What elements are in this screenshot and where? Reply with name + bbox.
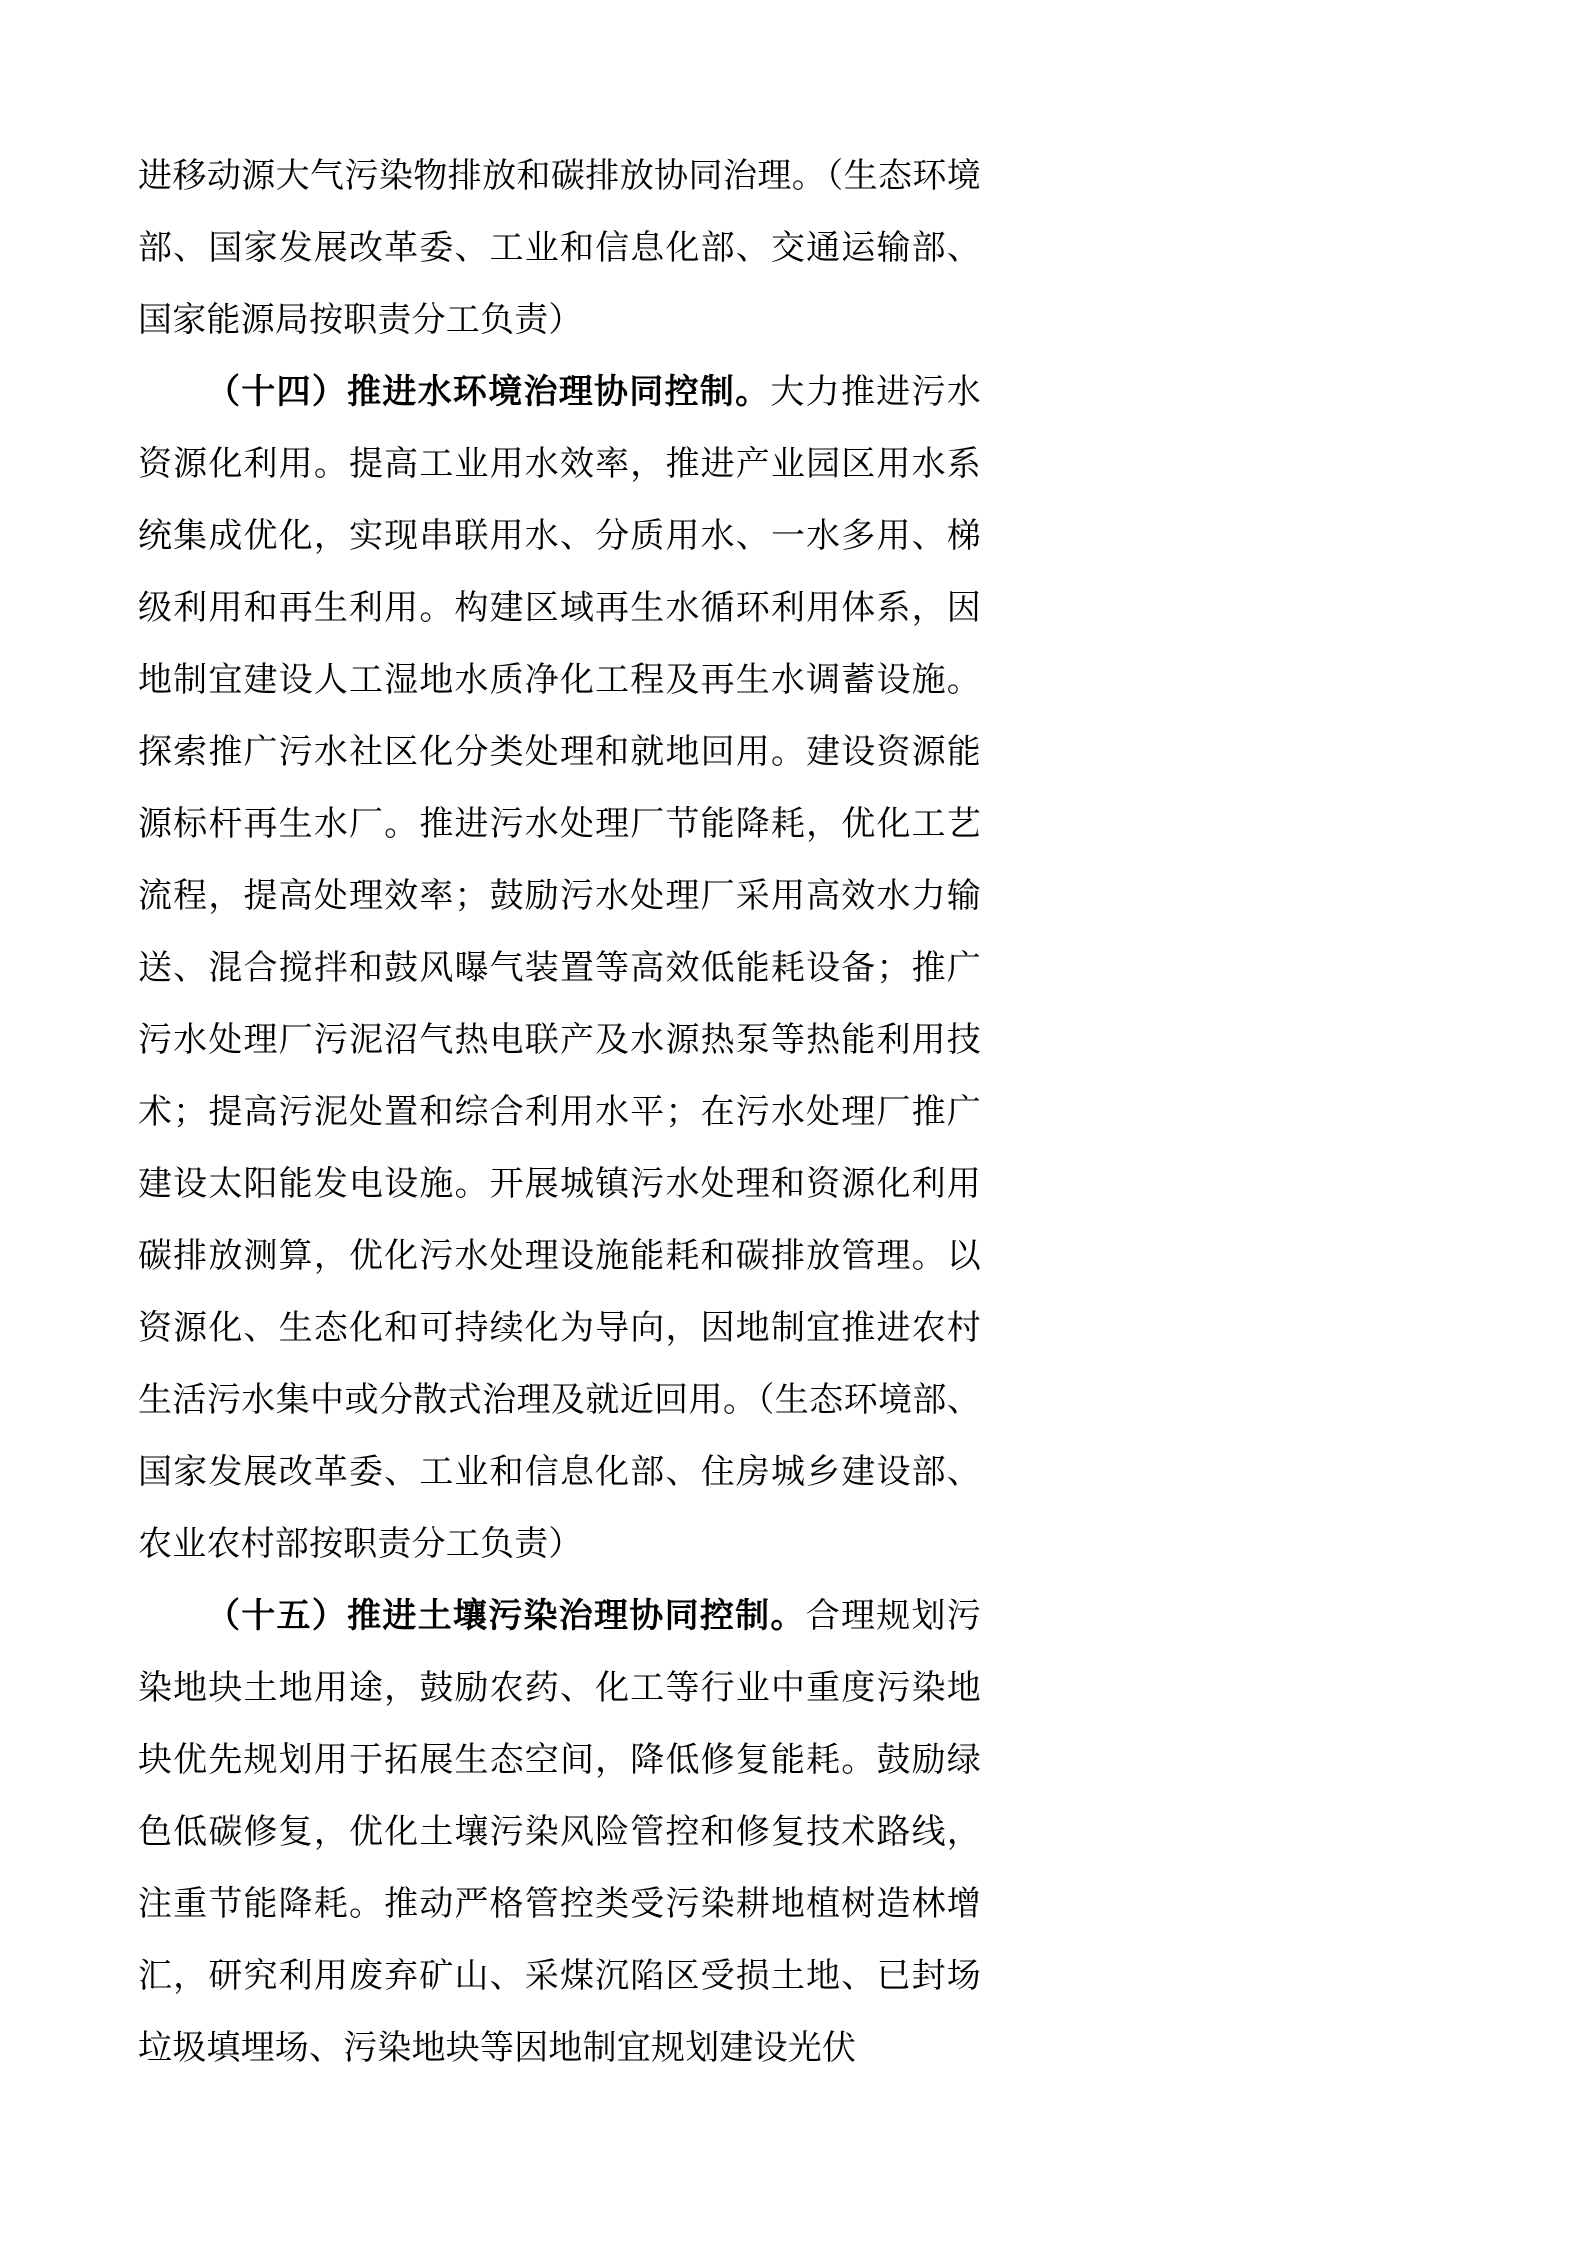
page-content (138, 140, 981, 2084)
section-heading-15: （十五）推进土壤污染治理协同控制。 (206, 1597, 806, 1635)
paragraph-continuation (138, 140, 981, 356)
paragraph-body: 大力推进污水资源化利用。提高工业用水效率，推进产业园区用水系统集成优化，实现串联用水、分质用水、一水多用、梯级利用和再生利用。构建区域再生水循环利用体系，因地制宜建设人工湿地水质净化工程及再生水调蓄设施。探索推广污水社区化分类处理和就地回用。建设资源能源标杆再生水厂。推进污水处理厂节能降耗，优化工艺流程，提高处理效率；鼓励污水处理厂采用高效水力输送、混合搅拌和鼓风曝气装置等高效低能耗设备；推广污水处理厂污泥沼气热电联产及水源热泵等热能利用技术；提高污泥处置和综合利用水平；在污水处理厂推广建设太阳能发电设施。开展城镇污水处理和资源化利用碳排放测算，优化污水处理设施能耗和碳排放管理。以资源化、生态化和可持续化为导向，因地制宜推进农村生活污水集中或分散式治理及就近回用。（生态环境部、国家发展改革委、工业和信息化部、住房城乡建设部、农业农村部按职责分工负责） (138, 373, 982, 1563)
paragraph-section-15 (138, 1580, 981, 2084)
paragraph-body: 合理规划污染地块土地用途，鼓励农药、化工等行业中重度污染地块优先规划用于拓展生态空间，降低修复能耗。鼓励绿色低碳修复，优化土壤污染风险管控和修复技术路线，注重节能降耗。推动严格管控类受污染耕地植树造林增汇，研究利用废弃矿山、采煤沉陷区受损土地、已封场垃圾填埋场、污染地块等因地制宜规划建设光伏 (138, 1597, 982, 2067)
paragraph-section-14 (138, 356, 981, 1580)
paragraph-body: 进移动源大气污染物排放和碳排放协同治理。（生态环境部、国家发展改革委、工业和信息化部、交通运输部、国家能源局按职责分工负责） (138, 157, 981, 339)
section-heading-14: （十四）推进水环境治理协同控制。 (206, 373, 771, 411)
